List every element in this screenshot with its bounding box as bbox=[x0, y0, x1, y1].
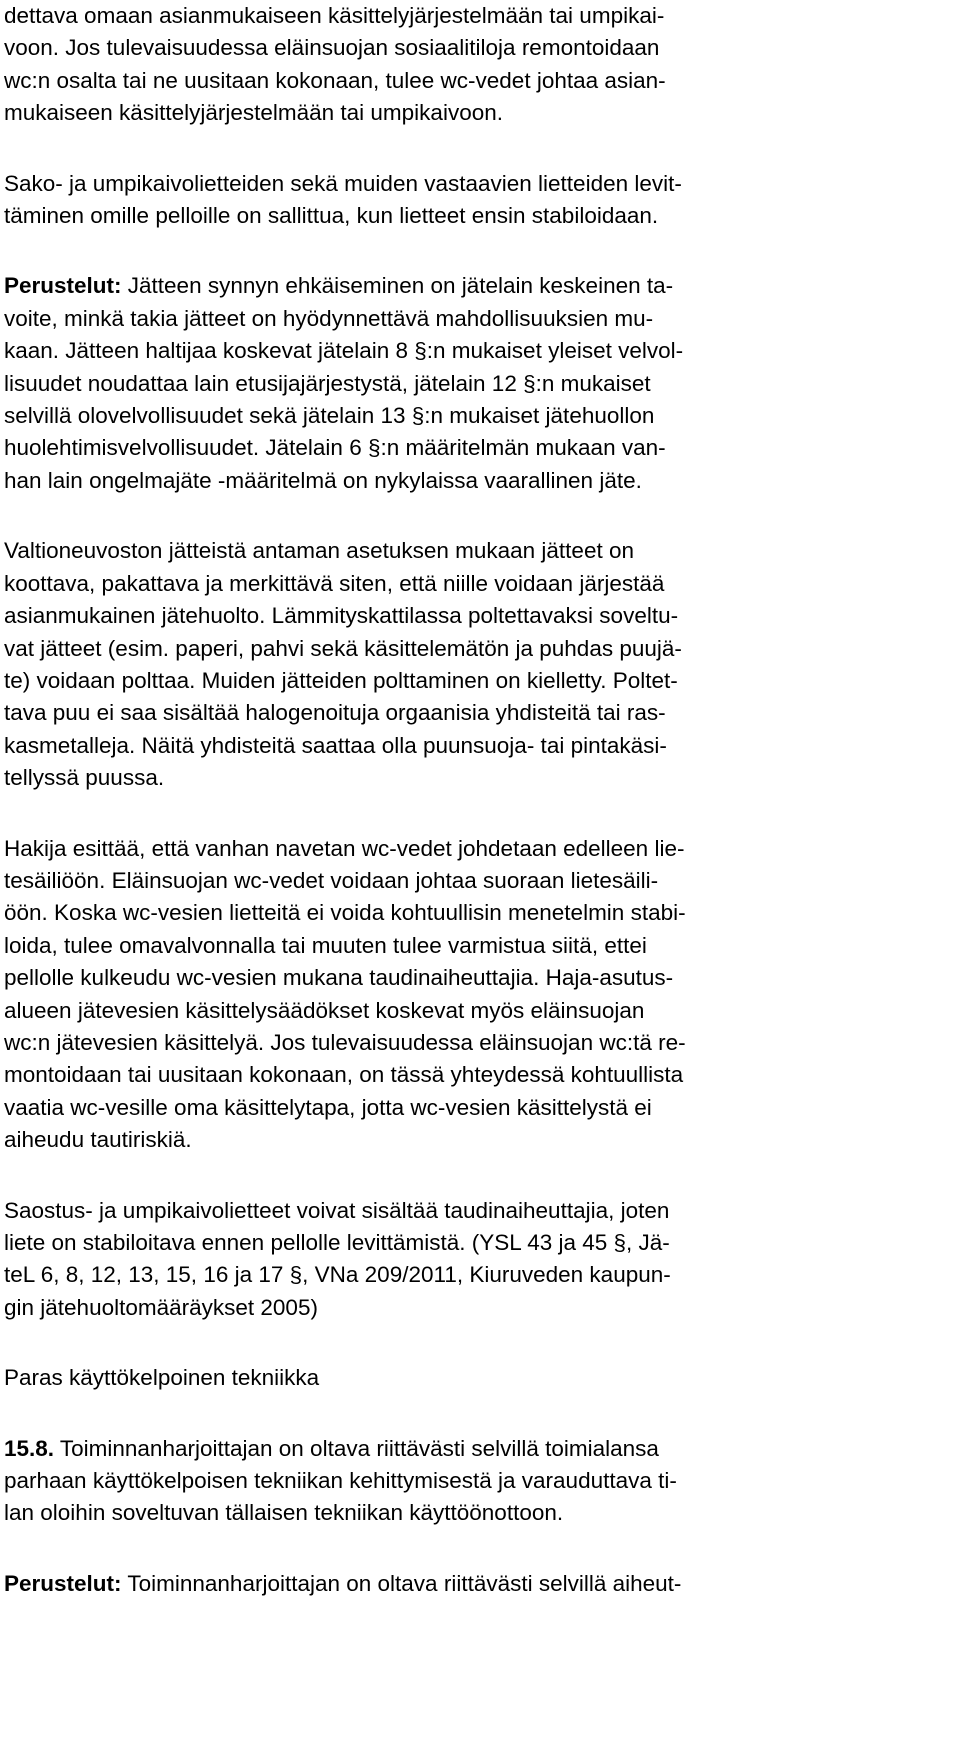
text-line: vat jätteet (esim. paperi, pahvi sekä käsittelemätön ja puhdas puujä- bbox=[4, 635, 682, 661]
text-line: Valtioneuvoston jätteistä antaman asetuksen mukaan jätteet on bbox=[4, 538, 634, 564]
condition-number: 15.8. bbox=[4, 1435, 55, 1461]
text-line: liete on stabiloitava ennen pellolle levittämistä. (YSL 43 ja 45 §, Jä- bbox=[4, 1230, 670, 1255]
text-line: gin jätehuoltomääräykset 2005) bbox=[4, 1294, 318, 1320]
text-line: vaatia wc-vesille oma käsittelytapa, jotta wc-vesien käsittelystä ei bbox=[4, 1094, 652, 1120]
text-line: montoidaan tai uusitaan kokonaan, on tässä yhteydessä kohtuullista bbox=[4, 1062, 684, 1088]
text-line: parhaan käyttökelpoisen tekniikan kehittymisestä ja varauduttava ti- bbox=[4, 1468, 677, 1494]
text-line: kaan. Jätteen haltijaa koskevat jätelain 8 §:n mukaiset yleiset velvol- bbox=[4, 338, 684, 364]
text-line: han lain ongelmajäte -määritelmä on nykylaissa vaarallinen jäte. bbox=[4, 467, 642, 493]
text-line: voite, minkä takia jätteet on hyödynnettävä mahdollisuuksien mu- bbox=[4, 305, 654, 331]
text-line: dettava omaan asianmukaiseen käsittelyjärjestelmään tai umpikai- bbox=[4, 3, 665, 28]
text-line: loida, tulee omavalvonnalla tai muuten tulee varmistua siitä, ettei bbox=[4, 932, 647, 958]
paragraph-sludge-spreading bbox=[4, 168, 912, 233]
text-line: Paras käyttökelpoinen tekniikka bbox=[4, 1365, 320, 1391]
paragraph-spacer bbox=[4, 1157, 912, 1195]
text-line: Perustelut: Toiminnanharjoittajan on oltava riittävästi selvillä aiheut- bbox=[4, 1570, 682, 1596]
text-line: alueen jätevesien käsittelysäädökset koskevat myös eläinsuojan bbox=[4, 997, 645, 1023]
paragraph-spacer bbox=[4, 497, 912, 535]
text-line: te) voidaan polttaa. Muiden jätteiden polttaminen on kielletty. Poltet- bbox=[4, 667, 678, 693]
text-line: kasmetalleja. Näitä yhdisteitä saattaa olla puunsuoja- tai pintakäsi- bbox=[4, 732, 667, 758]
text-line: Hakija esittää, että vanhan navetan wc-vedet johdetaan edelleen lie- bbox=[4, 835, 685, 861]
text-line: koottava, pakattava ja merkittävä siten, että niille voidaan järjestää bbox=[4, 570, 665, 596]
paragraph-spacer bbox=[4, 1324, 912, 1362]
text-line: tava puu ei saa sisältää halogenoituja orgaanisia yhdisteitä tai ras- bbox=[4, 700, 666, 726]
rationale-label: Perustelut: bbox=[4, 273, 122, 299]
text-line: tellyssä puussa. bbox=[4, 765, 165, 791]
paragraph-applicant-proposal bbox=[4, 833, 912, 1157]
text-line: selvillä olovelvollisuudet sekä jätelain 13 §:n mukaiset jätehuollon bbox=[4, 403, 655, 429]
text-line: Sako- ja umpikaivolietteiden sekä muiden vastaavien lietteiden levit- bbox=[4, 170, 682, 196]
paragraph-spacer bbox=[4, 232, 912, 270]
text-line: aiheudu tautiriskiä. bbox=[4, 1127, 192, 1153]
text-line: täminen omille pelloille on sallittua, kun lietteet ensin stabiloidaan. bbox=[4, 203, 659, 229]
text-line: pellolle kulkeudu wc-vesien mukana taudinaiheuttajia. Haja-asutus- bbox=[4, 965, 674, 991]
text-line: voon. Jos tulevaisuudessa eläinsuojan sosiaalitiloja remontoidaan bbox=[4, 35, 660, 61]
text-line: lan oloihin soveltuvan tällaisen tekniikan käyttöönottoon. bbox=[4, 1500, 564, 1526]
text-line: tesäiliöön. Eläinsuojan wc-vedet voidaan johtaa suoraan lietesäili- bbox=[4, 867, 659, 893]
text-line: öön. Koska wc-vesien lietteitä ei voida kohtuullisin menetelmin stabi- bbox=[4, 900, 686, 926]
rationale-label: Perustelut: bbox=[4, 1570, 122, 1596]
paragraph-spacer bbox=[4, 130, 912, 168]
paragraph-rationale-waste bbox=[4, 270, 912, 497]
paragraph-legal-references bbox=[4, 1195, 912, 1325]
text-line: mukaiseen käsittelyjärjestelmään tai umpikaivoon. bbox=[4, 100, 503, 126]
text-line: Saostus- ja umpikaivolietteet voivat sisältää taudinaiheuttajia, joten bbox=[4, 1197, 670, 1223]
section-heading-best-available-technique bbox=[4, 1362, 912, 1394]
text-line: wc:n jätevesien käsittelyä. Jos tulevaisuudessa eläinsuojan wc:tä re- bbox=[4, 1029, 686, 1055]
paragraph-government-decree bbox=[4, 535, 912, 794]
text-line: teL 6, 8, 12, 13, 15, 16 ja 17 §, VNa 209/2011, Kiuruveden kaupun- bbox=[4, 1262, 671, 1288]
text-line: huolehtimisvelvollisuudet. Jätelain 6 §:n määritelmän mukaan van- bbox=[4, 435, 666, 461]
text-line: Perustelut: Jätteen synnyn ehkäiseminen on jätelain keskeinen ta- bbox=[4, 273, 674, 299]
text-line: asianmukainen jätehuolto. Lämmityskattilassa poltettavaksi soveltu- bbox=[4, 603, 679, 629]
paragraph-spacer bbox=[4, 1395, 912, 1433]
text-line: wc:n osalta tai ne uusitaan kokonaan, tulee wc-vedet johtaa asian- bbox=[4, 67, 666, 93]
paragraph-spacer bbox=[4, 1530, 912, 1568]
paragraph-condition-15-8 bbox=[4, 1433, 912, 1530]
text-line: 15.8. Toiminnanharjoittajan on oltava riittävästi selvillä toimialansa bbox=[4, 1435, 659, 1461]
text-line: lisuudet noudattaa lain etusijajärjestystä, jätelain 12 §:n mukaiset bbox=[4, 370, 651, 396]
paragraph-wc-water-handling bbox=[4, 0, 912, 130]
paragraph-rationale-bat bbox=[4, 1568, 912, 1600]
paragraph-spacer bbox=[4, 795, 912, 833]
